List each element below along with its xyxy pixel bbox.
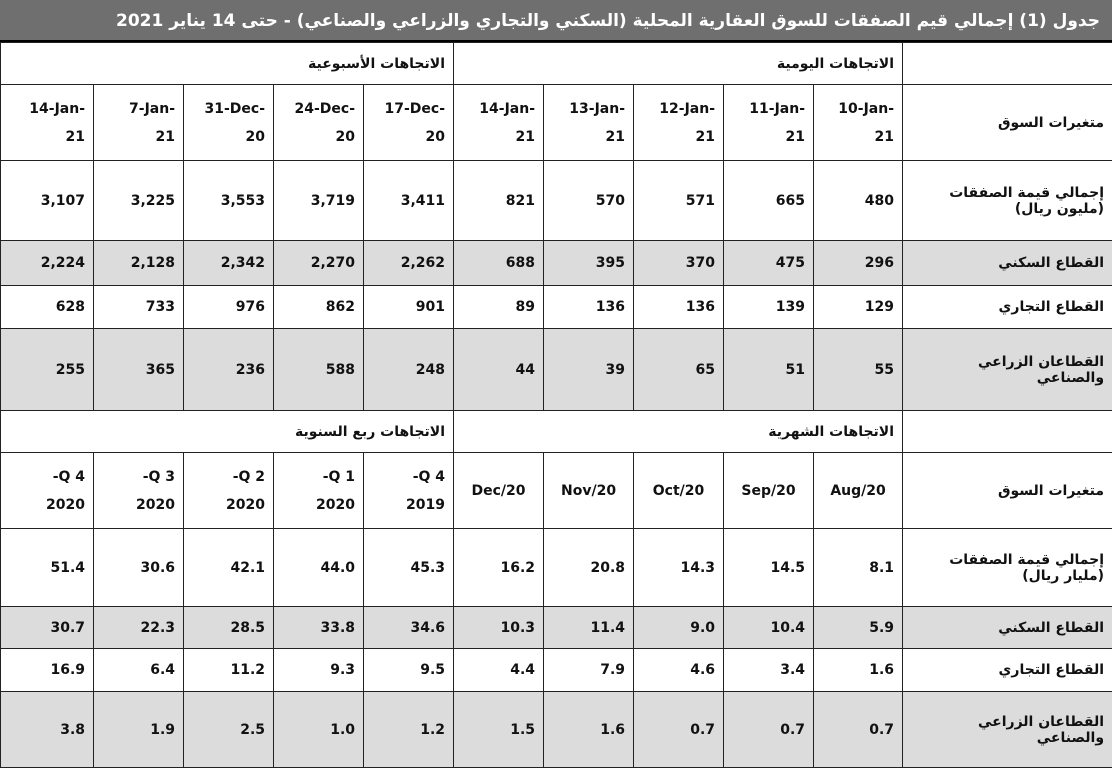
row-label: القطاع السكني — [903, 241, 1112, 286]
column-header — [94, 453, 184, 529]
column-header-line2: 21 — [515, 128, 536, 145]
column-header-line2: 2020 — [226, 496, 266, 513]
value-cell: 136 — [634, 286, 724, 329]
value-cell: 2,224 — [1, 241, 94, 286]
column-header-line2: 20 — [245, 128, 266, 145]
column-header: Oct/20 — [634, 453, 724, 529]
value-cell: 51.4 — [1, 529, 94, 607]
column-header-line2: 21 — [155, 128, 176, 145]
value-cell: 9.0 — [634, 607, 724, 649]
column-header-line1: -Q 4 — [412, 468, 446, 485]
column-header — [274, 85, 364, 161]
value-cell: 3,719 — [274, 161, 364, 241]
value-cell: 44.0 — [274, 529, 364, 607]
column-header-line1: 24-Dec- — [294, 100, 356, 117]
column-header-line1: 12-Jan- — [659, 100, 716, 117]
column-header-line1: 14-Jan- — [29, 100, 86, 117]
value-cell: 862 — [274, 286, 364, 329]
column-header — [544, 85, 634, 161]
value-cell: 10.3 — [454, 607, 544, 649]
column-header-line1: -Q 4 — [52, 468, 86, 485]
value-cell: 365 — [94, 329, 184, 411]
column-header — [1, 85, 94, 161]
row-label: القطاع التجاري — [903, 286, 1112, 329]
value-cell: 28.5 — [184, 607, 274, 649]
value-cell: 3,107 — [1, 161, 94, 241]
value-cell: 236 — [184, 329, 274, 411]
value-cell: 901 — [364, 286, 454, 329]
value-cell: 16.2 — [454, 529, 544, 607]
value-cell: 33.8 — [274, 607, 364, 649]
column-header-line1: 17-Dec- — [384, 100, 446, 117]
value-cell: 45.3 — [364, 529, 454, 607]
value-cell: 20.8 — [544, 529, 634, 607]
column-header: Dec/20 — [454, 453, 544, 529]
column-header-line2: 21 — [695, 128, 716, 145]
value-cell: 11.2 — [184, 649, 274, 692]
value-cell: 976 — [184, 286, 274, 329]
value-cell: 34.6 — [364, 607, 454, 649]
column-header-line2: 20 — [425, 128, 446, 145]
value-cell: 22.3 — [94, 607, 184, 649]
value-cell: 733 — [94, 286, 184, 329]
value-cell: 16.9 — [1, 649, 94, 692]
value-cell: 2,342 — [184, 241, 274, 286]
group-header-monthly: الاتجاهات الشهرية — [454, 411, 903, 453]
column-header-line1: 31-Dec- — [204, 100, 266, 117]
column-header — [454, 85, 544, 161]
value-cell: 30.6 — [94, 529, 184, 607]
value-cell: 3.8 — [1, 692, 94, 768]
group-header-weekly: الاتجاهات الأسبوعية — [1, 43, 454, 85]
column-header-line1: -Q 2 — [232, 468, 266, 485]
value-cell: 0.7 — [814, 692, 903, 768]
column-header — [184, 453, 274, 529]
column-header — [364, 453, 454, 529]
value-cell: 14.5 — [724, 529, 814, 607]
column-header — [274, 453, 364, 529]
value-cell: 139 — [724, 286, 814, 329]
value-cell: 1.2 — [364, 692, 454, 768]
value-cell: 571 — [634, 161, 724, 241]
group-header-empty — [903, 43, 1112, 85]
group-header-row — [1, 411, 1112, 453]
row-header-label: متغيرات السوق — [903, 453, 1112, 529]
row-label: القطاع السكني — [903, 607, 1112, 649]
table-row — [1, 529, 1112, 607]
group-header-empty — [903, 411, 1112, 453]
value-cell: 1.9 — [94, 692, 184, 768]
column-header — [634, 85, 724, 161]
table-row — [1, 329, 1112, 411]
column-header-line1: 10-Jan- — [838, 100, 895, 117]
row-label: القطاعان الزراعي والصناعي — [903, 329, 1112, 411]
column-header: Nov/20 — [544, 453, 634, 529]
value-cell: 570 — [544, 161, 634, 241]
column-header-line2: 21 — [605, 128, 626, 145]
column-header: Aug/20 — [814, 453, 903, 529]
value-cell: 588 — [274, 329, 364, 411]
row-label: إجمالي قيمة الصفقات (مليون ريال) — [903, 161, 1112, 241]
value-cell: 44 — [454, 329, 544, 411]
column-header: Sep/20 — [724, 453, 814, 529]
value-cell: 821 — [454, 161, 544, 241]
column-header-line2: 20 — [335, 128, 356, 145]
value-cell: 2.5 — [184, 692, 274, 768]
row-header-label: متغيرات السوق — [903, 85, 1112, 161]
value-cell: 296 — [814, 241, 903, 286]
table-row — [1, 286, 1112, 329]
table-row — [1, 161, 1112, 241]
column-header-line1: 13-Jan- — [569, 100, 626, 117]
column-header — [724, 85, 814, 161]
value-cell: 395 — [544, 241, 634, 286]
value-cell: 2,262 — [364, 241, 454, 286]
column-header-line2: 21 — [874, 128, 895, 145]
value-cell: 39 — [544, 329, 634, 411]
column-header-row — [1, 453, 1112, 529]
value-cell: 1.6 — [544, 692, 634, 768]
value-cell: 248 — [364, 329, 454, 411]
value-cell: 0.7 — [634, 692, 724, 768]
value-cell: 9.3 — [274, 649, 364, 692]
value-cell: 55 — [814, 329, 903, 411]
row-label: إجمالي قيمة الصفقات (مليار ريال) — [903, 529, 1112, 607]
value-cell: 65 — [634, 329, 724, 411]
value-cell: 628 — [1, 286, 94, 329]
column-header-line1: -Q 1 — [322, 468, 356, 485]
value-cell: 2,270 — [274, 241, 364, 286]
value-cell: 3,553 — [184, 161, 274, 241]
value-cell: 30.7 — [1, 607, 94, 649]
value-cell: 1.0 — [274, 692, 364, 768]
column-header-line1: 14-Jan- — [479, 100, 536, 117]
column-header-line2: 2020 — [46, 496, 86, 513]
column-header-line2: 2020 — [316, 496, 356, 513]
value-cell: 1.6 — [814, 649, 903, 692]
group-header-daily: الاتجاهات اليومية — [454, 43, 903, 85]
row-label: القطاعان الزراعي والصناعي — [903, 692, 1112, 768]
value-cell: 2,128 — [94, 241, 184, 286]
column-header-row — [1, 85, 1112, 161]
value-cell: 8.1 — [814, 529, 903, 607]
market-table — [0, 42, 1112, 768]
value-cell: 3,225 — [94, 161, 184, 241]
value-cell: 42.1 — [184, 529, 274, 607]
value-cell: 370 — [634, 241, 724, 286]
table-row — [1, 241, 1112, 286]
value-cell: 89 — [454, 286, 544, 329]
table-row — [1, 692, 1112, 768]
value-cell: 4.4 — [454, 649, 544, 692]
value-cell: 0.7 — [724, 692, 814, 768]
value-cell: 129 — [814, 286, 903, 329]
column-header — [184, 85, 274, 161]
value-cell: 4.6 — [634, 649, 724, 692]
column-header-line1: 11-Jan- — [749, 100, 806, 117]
value-cell: 480 — [814, 161, 903, 241]
column-header — [364, 85, 454, 161]
value-cell: 136 — [544, 286, 634, 329]
column-header-line2: 21 — [785, 128, 806, 145]
value-cell: 255 — [1, 329, 94, 411]
column-header-line2: 2019 — [406, 496, 446, 513]
value-cell: 1.5 — [454, 692, 544, 768]
value-cell: 10.4 — [724, 607, 814, 649]
value-cell: 14.3 — [634, 529, 724, 607]
value-cell: 3,411 — [364, 161, 454, 241]
value-cell: 11.4 — [544, 607, 634, 649]
group-header-quarterly: الاتجاهات ربع السنوية — [1, 411, 454, 453]
table-row — [1, 649, 1112, 692]
column-header-line1: -Q 3 — [142, 468, 176, 485]
value-cell: 5.9 — [814, 607, 903, 649]
column-header — [814, 85, 903, 161]
column-header-line2: 21 — [65, 128, 86, 145]
value-cell: 688 — [454, 241, 544, 286]
value-cell: 6.4 — [94, 649, 184, 692]
column-header — [1, 453, 94, 529]
value-cell: 475 — [724, 241, 814, 286]
value-cell: 9.5 — [364, 649, 454, 692]
column-header — [94, 85, 184, 161]
table-title: جدول (1) إجمالي قيم الصفقات للسوق العقارية المحلية (السكني والتجاري والزراعي والصناعي) - حتى 14 يناير 2021 — [0, 0, 1112, 42]
column-header-line1: 7-Jan- — [129, 100, 176, 117]
value-cell: 51 — [724, 329, 814, 411]
value-cell: 7.9 — [544, 649, 634, 692]
row-label: القطاع التجاري — [903, 649, 1112, 692]
value-cell: 3.4 — [724, 649, 814, 692]
table-row — [1, 607, 1112, 649]
value-cell: 665 — [724, 161, 814, 241]
column-header-line2: 2020 — [136, 496, 176, 513]
group-header-row — [1, 43, 1112, 85]
